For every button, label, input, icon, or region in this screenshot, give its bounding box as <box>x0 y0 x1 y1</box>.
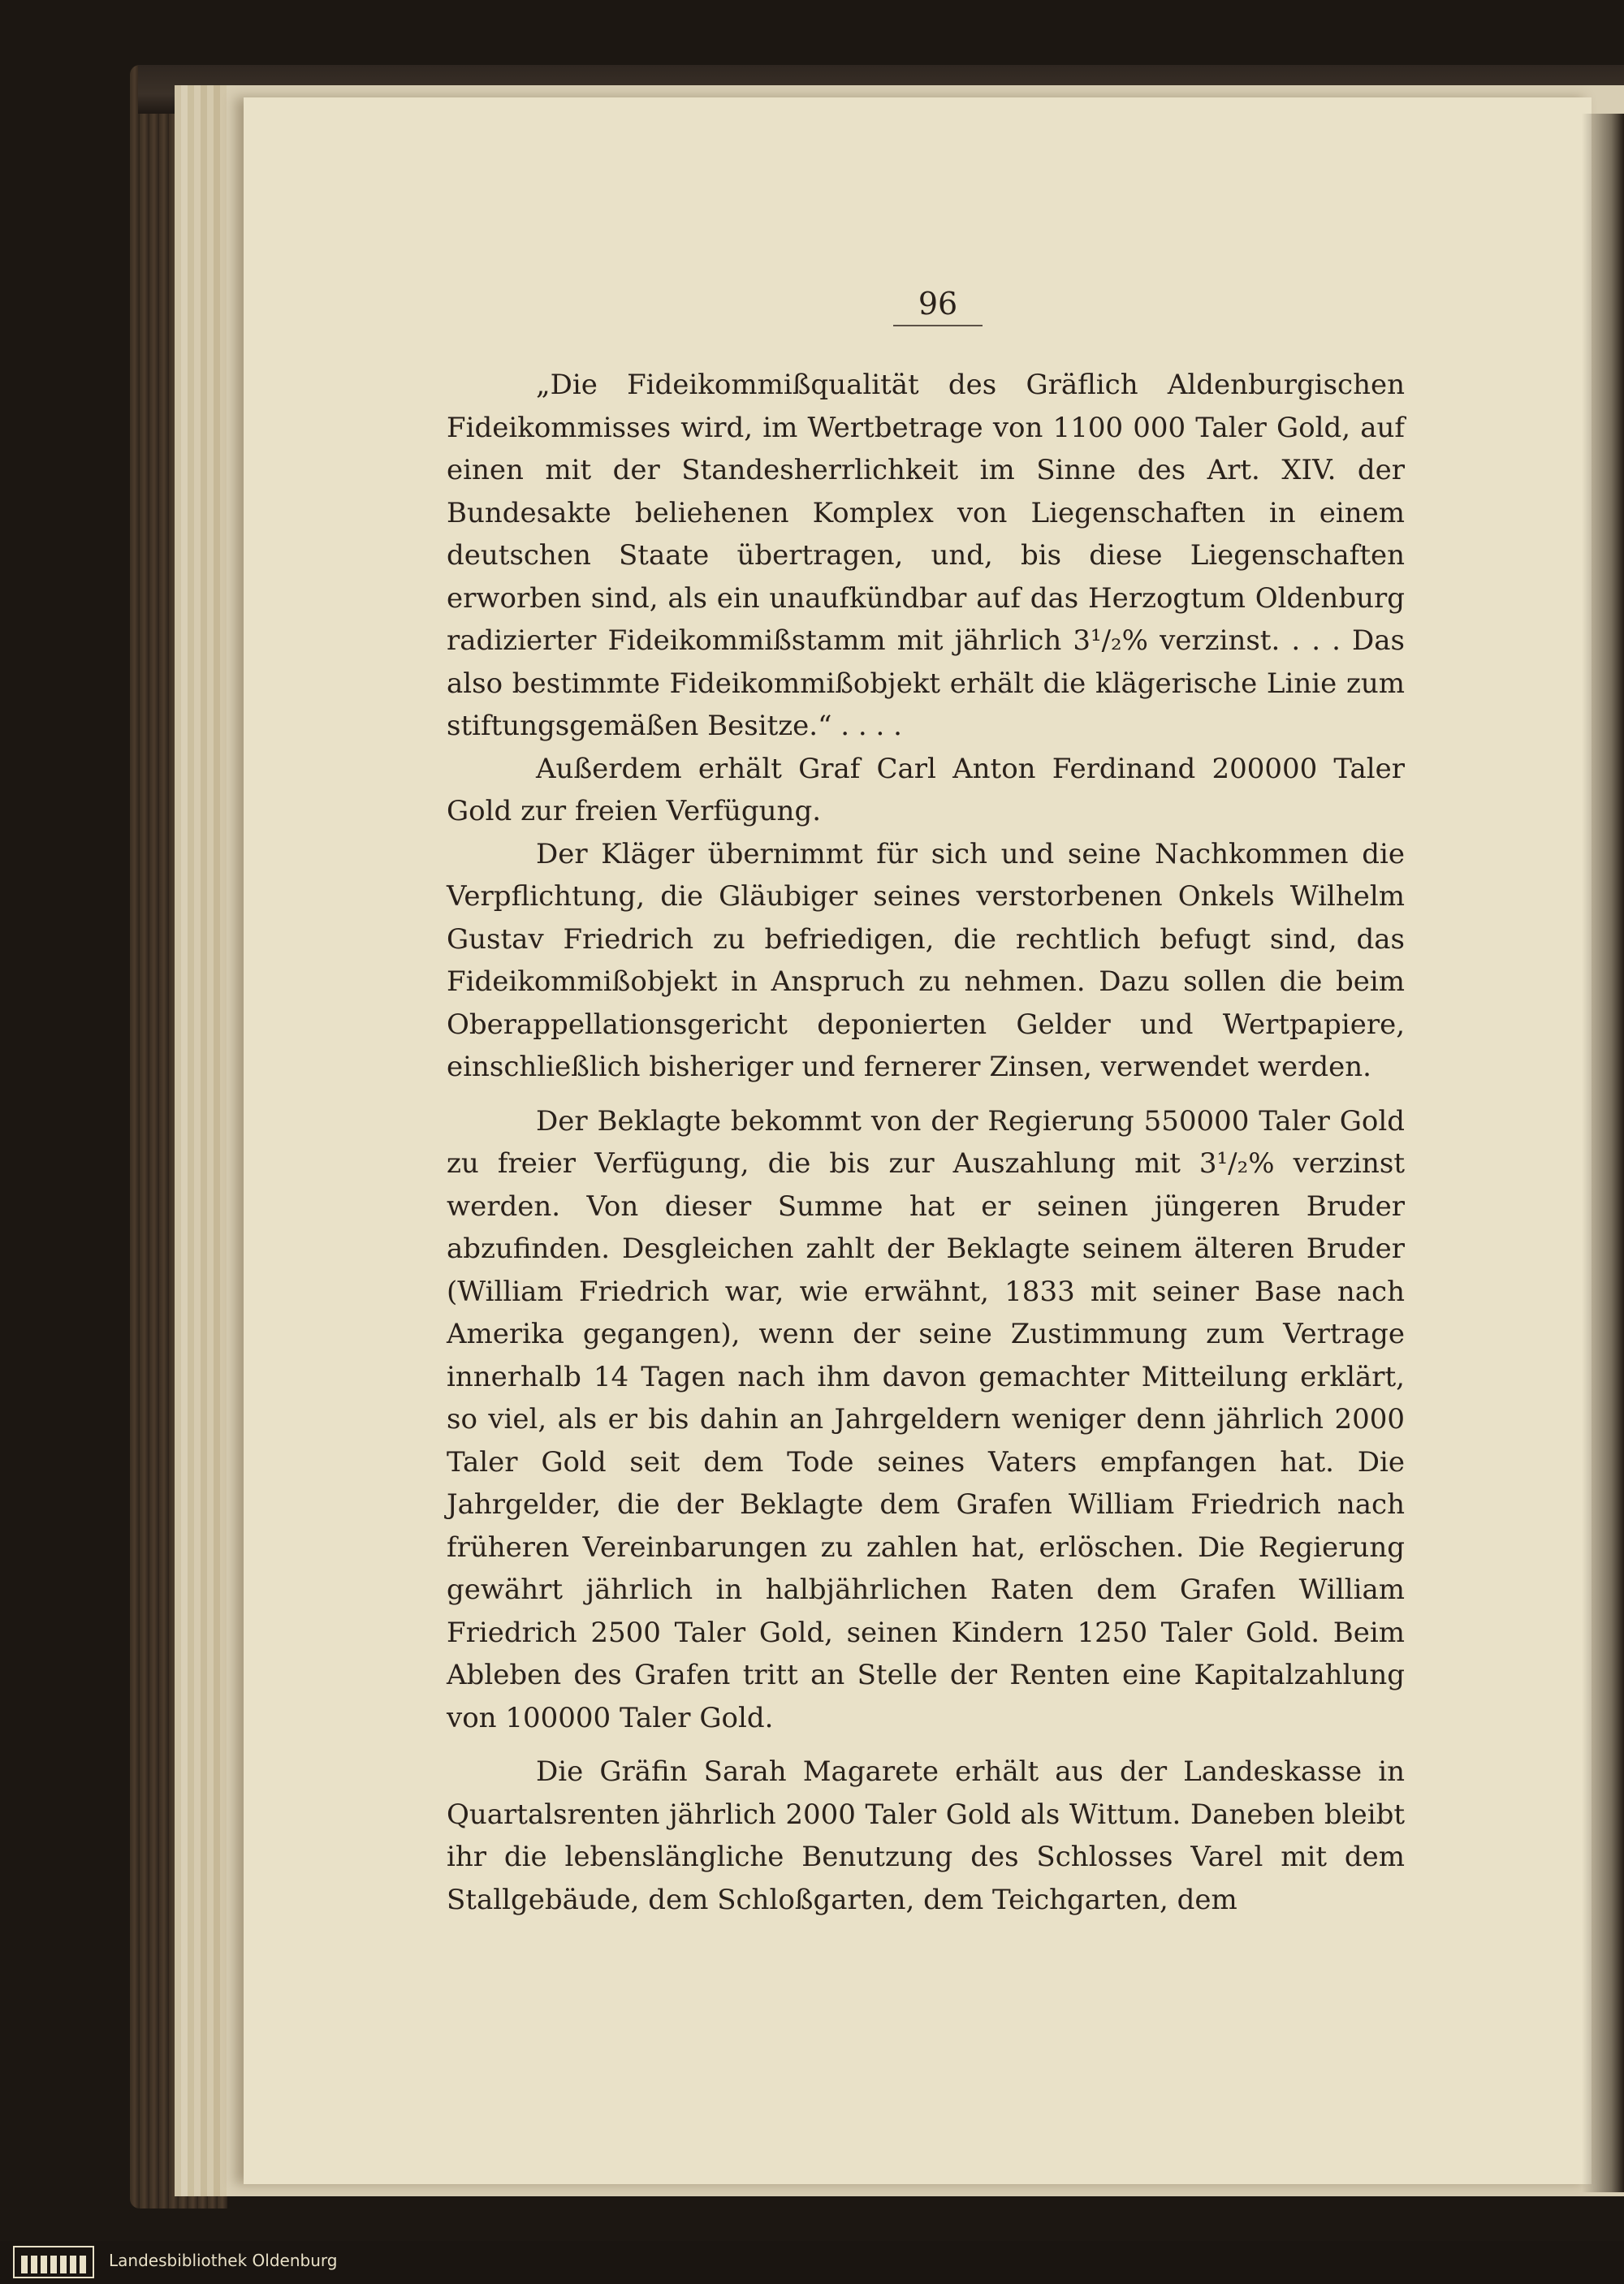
paragraph-beklagte: Der Beklagte bekommt von der Regierung 550000 Taler Gold zu freier Verfügung, die bis zur Auszahlung mit 3¹/₂% verzinst werden. Von dieser Summe hat er seinen jüngeren Bruder abzufinden. Desgleichen zahlt der Beklagte seinem älteren Bruder (William Friedrich war, wie erwähnt, 1833 mit seiner Base nach Amerika gegangen), wenn der seine Zustimmung zum Vertrage innerhalb 14 Tagen nach ihm davon gemachter Mitteilung erklärt, so viel, als er bis dahin an Jahrgeldern weniger denn jährlich 2000 Taler Gold seit dem Tode seines Vaters empfangen hat. Die Jahrgelder, die der Beklagte dem Grafen William Friedrich nach früheren Vereinbarungen zu zahlen hat, erlöschen. Die Regierung gewährt jährlich in halbjährlichen Raten dem Grafen William Friedrich 2500 Taler Gold, seinen Kindern 1250 Taler Gold. Beim Ableben des Grafen tritt an Stelle der Renten eine Kapitalzahlung von 100000 Taler Gold. <box>447 1104 1405 1734</box>
library-building-icon[interactable] <box>13 2246 94 2278</box>
paragraph-quote: „Die Fideikommißqualität des Gräflich Aldenburgischen Fideikommisses wird, im Wertbetrage von 1100 000 Taler Gold, auf einen mit der Standesherrlichkeit im Sinne des Art. XIV. der Bundesakte beliehenen Komplex von Liegenschaften in einem deutschen Staate übertragen, und, bis diese Liegenschaften erworben sind, als ein unaufkündbar auf das Herzogtum Oldenburg radizierter Fideikommißstamm mit jährlich 3¹/₂% verzinst. . . . Das also bestimmte Fideikommißobjekt erhält die klägerische Linie zum stiftungsgemäßen Besitze.“ . . . . <box>447 369 1405 742</box>
paragraph-klaeger: Der Kläger übernimmt für sich und seine Nachkommen die Verpflichtung, die Gläubiger seines verstorbenen Onkels Wilhelm Gustav Friedrich zu befriedigen, die rechtlich befugt sind, das Fideikommißobjekt in Anspruch zu nehmen. Dazu sollen die beim Oberappellationsgericht deponierten Gelder und Wertpapiere, einschließlich bisheriger und fernerer Zinsen, verwendet werden. <box>447 837 1405 1083</box>
gutter-shadow <box>1582 114 1624 2192</box>
body-text <box>447 364 1405 1921</box>
paragraph-graefin: Die Gräfin Sarah Magarete erhält aus der Landeskasse in Quartalsrenten jährlich 2000 Taler Gold als Wittum. Daneben bleibt ihr die lebenslängliche Benutzung des Schlosses Varel mit dem Stallgebäude, dem Schloßgarten, dem Teichgarten, dem <box>447 1755 1405 1916</box>
library-name[interactable]: Landesbibliothek Oldenburg <box>109 2251 338 2270</box>
page-number: 96 <box>893 286 983 326</box>
footer-bar <box>0 2241 1624 2284</box>
paragraph-carl-anton: Außerdem erhält Graf Carl Anton Ferdinand 200000 Taler Gold zur freien Verfügung. <box>447 752 1405 827</box>
